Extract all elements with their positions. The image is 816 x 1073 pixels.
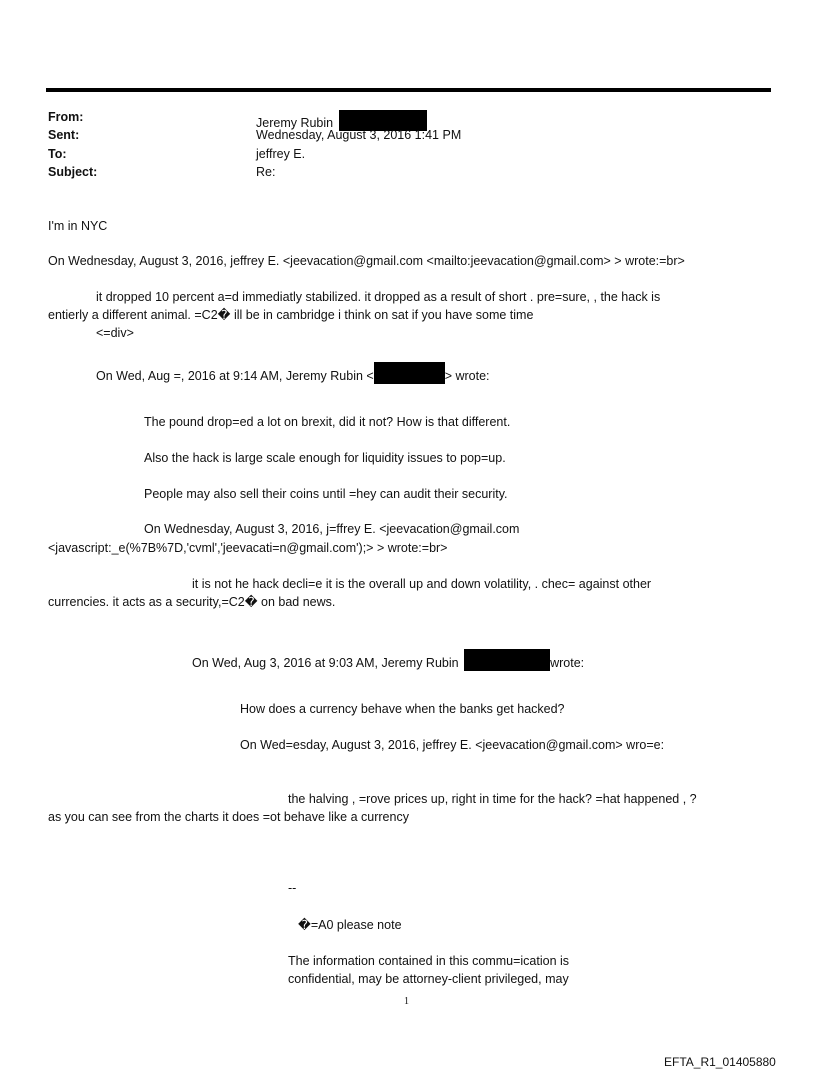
from-name: Jeremy Rubin — [256, 116, 334, 130]
quote-intro-text: > wrote: — [444, 369, 490, 383]
quote-intro-text: On Wed, Aug 3, 2016 at 9:03 AM, Jeremy Rubin — [192, 656, 459, 670]
page-number: 1 — [404, 996, 409, 1007]
quote-intro: On Wednesday, August 3, 2016, jeffrey E. <jeevacation@gmail.com <mailto:jeevacation@gmail.com> > wrote:=br> — [48, 254, 685, 268]
quote-intro — [192, 649, 584, 671]
message-line: as you can see from the charts it does =ot behave like a currency — [48, 810, 409, 824]
redaction-block — [374, 362, 445, 384]
signature-line: The information contained in this commu=ication is — [288, 954, 570, 968]
to-value: jeffrey E. — [256, 147, 306, 161]
signature-note: �=A0 please note — [298, 918, 402, 932]
header-divider — [46, 88, 771, 92]
message-line: it dropped 10 percent a=d immediatly stabilized. it dropped as a result of short . pre=sure, , the hack is — [96, 290, 661, 304]
message-line: currencies. it acts as a security,=C2� on bad news. — [48, 595, 336, 609]
message-line: it is not he hack decli=e it is the overall up and down volatility, . chec= against other — [192, 577, 652, 591]
quote-intro: <javascript:_e(%7B%7D,'cvml','jeevacati=n@gmail.com');> > wrote:=br> — [48, 541, 448, 555]
subject-value: Re: — [256, 165, 276, 179]
document-id: EFTA_R1_01405880 — [664, 1055, 776, 1069]
message-line: entierly a different animal. =C2� ill be in cambridge i think on sat if you have some time — [48, 308, 534, 322]
message-line: The pound drop=ed a lot on brexit, did it not? How is that different. — [144, 415, 511, 429]
message-line: <=div> — [96, 326, 134, 340]
quote-intro: On Wed=esday, August 3, 2016, jeffrey E. <jeevacation@gmail.com> wro=e: — [240, 738, 665, 752]
signature-line: confidential, may be attorney-client privileged, may — [288, 972, 569, 986]
message-line: People may also sell their coins until =hey can audit their security. — [144, 487, 508, 501]
message-line: the halving , =rove prices up, right in time for the hack? =hat happened , ? — [288, 792, 697, 806]
message-line: How does a currency behave when the banks get hacked? — [240, 702, 565, 716]
subject-label: Subject: — [48, 165, 98, 179]
reply-text: I'm in NYC — [48, 219, 108, 233]
signature-dashes: -- — [288, 881, 297, 895]
quote-intro — [96, 362, 490, 384]
quote-intro-text: wrote: — [550, 656, 585, 670]
to-label: To: — [48, 147, 67, 161]
quote-intro-text: On Wed, Aug =, 2016 at 9:14 AM, Jeremy Rubin < — [96, 369, 374, 383]
from-label: From: — [48, 110, 84, 124]
message-line: Also the hack is large scale enough for liquidity issues to pop=up. — [144, 451, 506, 465]
redaction-block — [464, 649, 550, 671]
sent-label: Sent: — [48, 128, 80, 142]
sent-value: Wednesday, August 3, 2016 1:41 PM — [256, 128, 462, 142]
quote-intro: On Wednesday, August 3, 2016, j=ffrey E. <jeevacation@gmail.com — [144, 522, 520, 536]
